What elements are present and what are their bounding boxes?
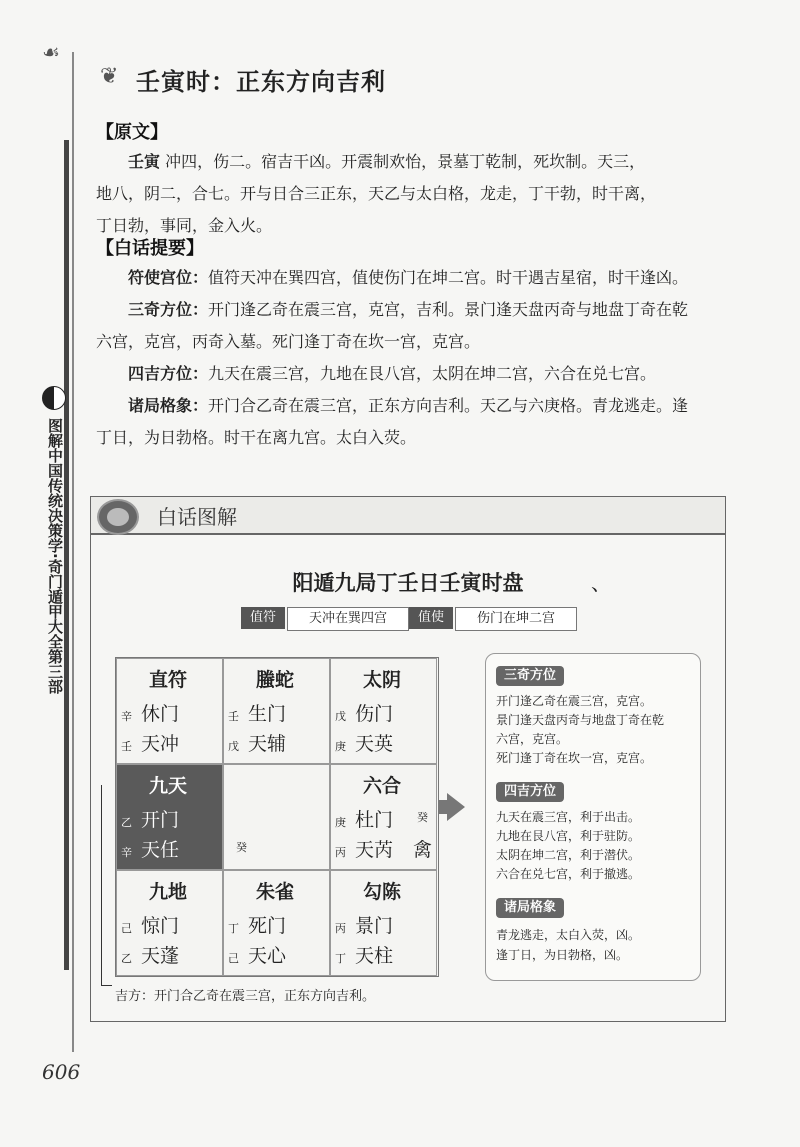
stem: 丙 — [335, 846, 346, 859]
yuanwen-line-3: 丁日勃，事同，金入火。 — [96, 216, 273, 235]
section-baihua-heading: 【白话提要】 — [96, 238, 204, 259]
yuanwen-line-1: 冲四，伤二。宿吉干凶。开震制欢怡，景墓丁乾制，死坎制。天三， — [165, 152, 646, 171]
baihua-p1: 值符天冲在巽四宫，值使伤门在坤二宫。时干遇吉星宿，时干逢凶。 — [208, 268, 689, 287]
panel-tag-sanqi: 三奇方位 — [496, 666, 564, 686]
stem: 辛 — [121, 846, 132, 859]
door: 休门 — [141, 703, 180, 725]
baihua-p1-label: 符使宫位： — [128, 268, 209, 287]
baihua-p3: 九天在震三宫，九地在艮八宫，太阴在坤二宫，六合在兑七宫。 — [208, 364, 657, 383]
palace-cell-center — [223, 764, 330, 870]
stem: 庚 — [335, 816, 346, 829]
star-qin: 禽 — [413, 839, 433, 861]
cloud-ornament-icon: ❦ — [100, 64, 119, 89]
stem: 丙 — [335, 922, 346, 935]
stem: 己 — [121, 922, 132, 935]
palace-god: 直符 — [149, 669, 188, 691]
palace-cell — [116, 870, 223, 976]
book-series-title: 图解中国传统决策学·奇门遁甲大全第三部 — [46, 418, 64, 694]
chart-title-mark: 、 — [591, 571, 611, 595]
panel-tag-zhuju: 诸局格象 — [496, 898, 564, 918]
margin-line — [72, 52, 74, 1052]
baihua-text — [96, 262, 732, 454]
palace-god: 六合 — [363, 775, 402, 797]
palace-cell — [330, 870, 437, 976]
yin-yang-icon — [42, 386, 66, 410]
figure-header-title: 白话图解 — [157, 505, 237, 529]
stem: 戊 — [335, 710, 346, 723]
palace-cell — [330, 764, 437, 870]
zhishi-value: 伤门在坤二宫 — [455, 607, 577, 631]
stem: 乙 — [121, 952, 132, 965]
stem: 癸 — [417, 811, 428, 824]
star: 天任 — [141, 839, 180, 861]
yuanwen-lead: 壬寅 — [128, 152, 161, 171]
door: 杜门 — [355, 809, 394, 831]
zhishi-label: 值使 — [409, 607, 453, 629]
baihua-p4-label: 诸局格象： — [128, 396, 209, 415]
palace-cell-highlight — [116, 764, 223, 870]
star: 天柱 — [355, 945, 394, 967]
star: 天芮 — [355, 839, 394, 861]
star: 天心 — [248, 945, 287, 967]
stem: 壬 — [121, 740, 132, 753]
palace-god: 勾陈 — [363, 881, 402, 903]
palace-god: 九天 — [149, 775, 188, 797]
stem: 辛 — [121, 710, 132, 723]
arrow-right-icon — [447, 793, 465, 821]
summary-panel — [485, 653, 701, 981]
figure-badge-icon — [97, 499, 139, 535]
page-number: 606 — [42, 1060, 81, 1084]
stem: 癸 — [236, 841, 247, 854]
stem: 戊 — [228, 740, 239, 753]
baihua-p4b: 丁日，为日勃格。时干在离九宫。太白入荧。 — [96, 428, 417, 447]
palace-cell — [223, 870, 330, 976]
stem: 己 — [228, 952, 239, 965]
panel-line: 死门逢丁奇在坎一宫，克宫。 — [496, 751, 653, 765]
stem: 壬 — [228, 710, 239, 723]
margin-bar — [64, 140, 69, 970]
palace-god: 朱雀 — [256, 881, 295, 903]
panel-line: 逢丁日，为日勃格，凶。 — [496, 948, 629, 962]
panel-line: 六合在兑七宫，利于撤逃。 — [496, 867, 641, 881]
page-title: 壬寅时：正东方向吉利 — [136, 68, 386, 96]
palace-god: 螣蛇 — [256, 669, 295, 691]
panel-line: 九地在艮八宫，利于驻防。 — [496, 829, 641, 843]
star: 天辅 — [248, 733, 287, 755]
palace-cell — [116, 658, 223, 764]
star: 天蓬 — [141, 945, 180, 967]
door: 伤门 — [355, 703, 394, 725]
baihua-p2b: 六宫，克宫，丙奇入墓。死门逢丁奇在坎一宫，克宫。 — [96, 332, 481, 351]
section-yuanwen-heading: 【原文】 — [96, 122, 168, 143]
palace-cell — [330, 658, 437, 764]
star: 天英 — [355, 733, 394, 755]
baihua-p2a: 开门逢乙奇在震三宫，克宫，吉利。景门逢天盘丙奇与地盘丁奇在乾 — [208, 300, 689, 319]
panel-line: 太阴在坤二宫，利于潜伏。 — [496, 848, 641, 862]
palace-god: 九地 — [149, 881, 188, 903]
palace-cell — [223, 658, 330, 764]
door: 惊门 — [141, 915, 180, 937]
yuanwen-text — [96, 146, 732, 242]
callout-bracket — [101, 785, 112, 986]
stem: 乙 — [121, 816, 132, 829]
figure-header — [91, 497, 725, 535]
panel-line: 六宫，克宫。 — [496, 732, 569, 746]
stem: 丁 — [228, 922, 239, 935]
stem: 丁 — [335, 952, 346, 965]
stem: 庚 — [335, 740, 346, 753]
diagram-figure — [90, 496, 726, 1022]
palace-god: 太阴 — [363, 669, 402, 691]
baihua-p4a: 开门合乙奇在震三宫，正东方向吉利。天乙与六庚格。青龙逃走。逢 — [208, 396, 689, 415]
auspicious-direction-note: 吉方：开门合乙奇在震三宫，正东方向吉利。 — [115, 989, 376, 1004]
zhifu-label: 值符 — [241, 607, 285, 629]
door: 死门 — [248, 915, 287, 937]
zhifu-value: 天冲在巽四宫 — [287, 607, 409, 631]
door: 开门 — [141, 809, 180, 831]
panel-line: 开门逢乙奇在震三宫，克宫。 — [496, 694, 653, 708]
yuanwen-line-2: 地八，阴二，合七。开与日合三正东，天乙与太白格，龙走，丁干勃，时干离， — [96, 184, 657, 203]
baihua-p2-label: 三奇方位： — [128, 300, 209, 319]
star: 天冲 — [141, 733, 180, 755]
door: 景门 — [355, 915, 394, 937]
chart-title: 阳遁九局丁壬日壬寅时盘 — [292, 571, 524, 595]
panel-line: 九天在震三宫，利于出击。 — [496, 810, 641, 824]
panel-line: 景门逢天盘丙奇与地盘丁奇在乾 — [496, 713, 665, 727]
nine-palace-grid — [115, 657, 439, 977]
panel-tag-siji: 四吉方位 — [496, 782, 564, 802]
baihua-p3-label: 四吉方位： — [128, 364, 209, 383]
panel-line: 青龙逃走，太白入荧，凶。 — [496, 928, 641, 942]
corner-ornament-icon: ☙ — [42, 40, 60, 64]
door: 生门 — [248, 703, 287, 725]
